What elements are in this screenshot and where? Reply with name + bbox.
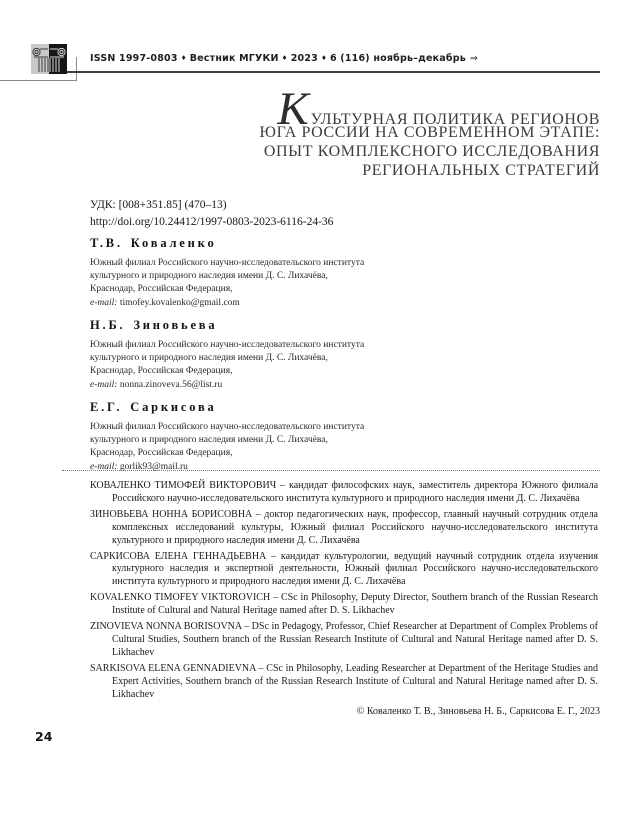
email-label: e-mail: — [90, 379, 118, 390]
bio-en-sarkisova — [90, 663, 598, 702]
author-email[interactable]: nonna.zinoveva.56@list.ru — [119, 379, 223, 390]
header-separator-icon: ♦ — [180, 53, 187, 62]
email-label: e-mail: — [90, 461, 118, 472]
bio-text: – CSc in Philosophy, Deputy Director, Southern branch of the Russian Research Institute of Cultural and Natural Heritage named after D. S. Likhachev — [112, 592, 599, 617]
bio-ru-zinovieva — [90, 509, 598, 548]
author-affiliation-line: культурного и природного наследия имени Д. С. Лихачёва, — [90, 435, 328, 446]
copyright-line: © Коваленко Т. В., Зиновьева Н. Б., Саркисова Е. Г., 2023 — [356, 706, 600, 717]
header-separator-icon: ♦ — [320, 53, 327, 62]
author-affiliation-line: Южный филиал Российского научно-исследовательского института — [90, 258, 365, 268]
author-email-line — [90, 297, 364, 310]
doi-link[interactable]: http://doi.org/10.24412/1997-0803-2023-6116-24-36 — [90, 216, 334, 228]
author-email[interactable]: gorlik93@mail.ru — [119, 461, 188, 472]
title-drop-cap: К — [277, 83, 309, 135]
author-block-kovalenko — [90, 236, 364, 310]
author-affiliation-line: Краснодар, Российская Федерация, — [90, 366, 233, 377]
header-year: 2023 — [290, 53, 318, 64]
title-line-1-text: УЛЬТУРНАЯ ПОЛИТИКА РЕГИОНОВ — [310, 111, 600, 128]
bio-name: ZINOVIEVA NONNA BORISOVNA — [90, 621, 242, 633]
bio-name: САРКИСОВА ЕЛЕНА ГЕННАДЬЕВНА — [90, 550, 267, 562]
journal-logo — [31, 44, 67, 74]
article-title-line-4: РЕГИОНАЛЬНЫХ СТРАТЕГИЙ — [362, 162, 600, 179]
article-title — [259, 83, 600, 180]
article-meta — [90, 197, 333, 231]
author-name: Т.В. Коваленко — [90, 236, 217, 250]
bio-text: – кандидат философских наук, заместитель директора Южного филиала Российского научно-исследовательского института культурного и природного наследия имени Д. С. Лихачёва — [112, 480, 599, 504]
bio-text: – DSc in Pedagogy, Professor, Chief Researcher at Department of Complex Problems of Cultural Studies, Southern branch of the Russian Research Institute of Cultural and Natural Heritage named after D. S. Likhachev — [112, 621, 598, 658]
bio-text: – CSc in Philosophy, Leading Researcher at Department of the Heritage Studies and Expert Activities, Southern branch of the Russian Research Institute of Cultural and Natural Heritage named after D. S. Likhachev — [112, 662, 598, 700]
header-arrow-icon: ⇒ — [469, 53, 479, 64]
logo-frame-vertical-line — [76, 57, 77, 81]
author-affiliation-line: культурного и природного наследия имени Д. С. Лихачёва, — [90, 271, 328, 282]
author-affiliation-line: Краснодар, Российская Федерация, — [90, 448, 233, 459]
article-title-line-3: ОПЫТ КОМПЛЕКСНОГО ИССЛЕДОВАНИЯ — [263, 143, 600, 160]
author-email-line — [90, 379, 364, 392]
bio-text: – кандидат культурологии, ведущий научный сотрудник отдела изучения культурного наследия и экспертной деятельности, Южный филиал Российского научно-исследовательского института культурного и природного наследия имени Д. С. Лихачёва — [112, 550, 598, 588]
author-affiliation-line: Краснодар, Российская Федерация, — [90, 284, 233, 295]
journal-header — [90, 53, 478, 64]
bio-en-zinovieva — [90, 621, 598, 660]
column-capital-icon — [31, 44, 67, 74]
author-affiliation-line: Южный филиал Российского научно-исследовательского института — [90, 422, 365, 432]
bio-name: ЗИНОВЬЕВА НОННА БОРИСОВНА — [90, 508, 253, 520]
bio-ru-sarkisova — [90, 551, 598, 590]
udk-code: УДК: [008+351.85] (470–13) — [90, 199, 227, 211]
logo-frame-horizontal-line — [0, 80, 77, 81]
author-block-sarkisova — [90, 400, 364, 474]
bio-text: – доктор педагогических наук, профессор, главный научный сотрудник отдела комплексных исследований культуры, Южный филиал Российского научно-исследовательского института культурного и природного наследия имени Д. С. Лихачёва — [112, 508, 599, 546]
article-title-line-2: ЮГА РОССИИ НА СОВРЕМЕННОМ ЭТАПЕ: — [259, 124, 600, 141]
dotted-separator — [62, 470, 600, 471]
header-issn: ISSN 1997-0803 — [90, 53, 178, 64]
bio-name: SARKISOVA ELENA GENNADIEVNA — [90, 662, 256, 674]
bio-name: КОВАЛЕНКО ТИМОФЕЙ ВИКТОРОВИЧ — [90, 480, 277, 491]
header-separator-icon: ♦ — [281, 53, 288, 62]
page-number: 24 — [35, 729, 53, 744]
author-affiliation-line: культурного и природного наследия имени Д. С. Лихачёва, — [90, 353, 328, 364]
bio-en-kovalenko — [90, 592, 598, 618]
author-email-line — [90, 461, 364, 474]
author-block-zinovieva — [90, 318, 364, 392]
header-journal-name: Вестник МГУКИ — [189, 53, 279, 64]
bio-name: KOVALENKO TIMOFEY VIKTOROVICH — [90, 592, 271, 604]
header-issue: 6 (116) ноябрь–декабрь — [329, 53, 466, 64]
author-bios — [90, 480, 598, 705]
bio-ru-kovalenko — [90, 480, 598, 506]
author-name: Е.Г. Саркисова — [90, 400, 217, 414]
author-email[interactable]: timofey.kovalenko@gmail.com — [119, 297, 240, 308]
email-label: e-mail: — [90, 297, 118, 308]
author-name: Н.Б. Зиновьева — [90, 318, 218, 332]
header-rule — [66, 71, 600, 73]
author-affiliation-line: Южный филиал Российского научно-исследовательского института — [90, 340, 365, 350]
